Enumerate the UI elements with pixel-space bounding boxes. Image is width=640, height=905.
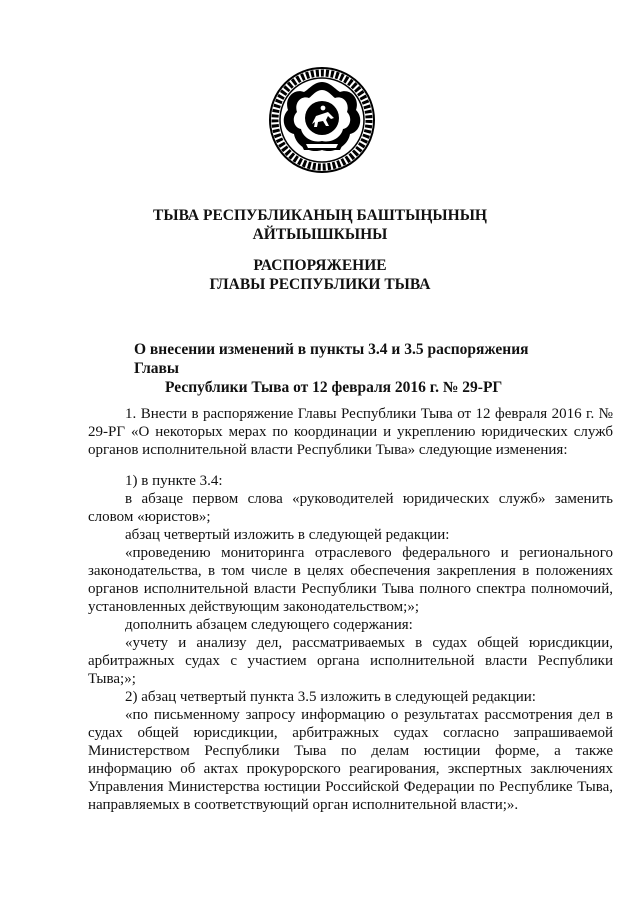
subject-line2: Республики Тыва от 12 февраля 2016 г. № 29-РГ [165, 379, 503, 396]
paragraph-4: абзац четвертый изложить в следующей редакции: [125, 527, 450, 543]
paragraph-6: дополнить абзацем следующего содержания: [125, 617, 413, 633]
paragraph-1: 1. Внести в распоряжение Главы Республики Тыва от 12 февраля 2016 г. № 29-РГ «О некоторых мерах по координации и укреплению юридических служб органов исполнительной власти Республики Тыва» следующие изменения: [88, 406, 613, 458]
document-subject [134, 340, 574, 397]
header-tuvan-line1: ТЫВА РЕСПУБЛИКАНЫҢ БАШТЫҢЫНЫҢ [153, 207, 487, 224]
header-russian [0, 256, 640, 294]
paragraph-5: «проведению мониторинга отраслевого федерального и регионального законодательства, в том числе в целях обеспечения закрепления в положениях органов исполнительной власти Республики Тыва полного спектра полномочий, установленных действующим законодательством;»; [88, 545, 613, 615]
paragraph-9: «по письменному запросу информацию о результатах рассмотрения дел в судах общей юрисдикции, арбитражных судах согласно запрашиваемой Министерством Республики Тыва по делам юстиции форме, а также информацию об актах прокурорского реагирования, экспертных заключениях Управления Министерства юстиции Российской Федерации по Республике Тыва, направляемых в соответствующий орган исполнительной власти;». [88, 707, 613, 813]
paragraph-7: «учету и анализу дел, рассматриваемых в судах общей юрисдикции, арбитражных судах с участием органа исполнительной власти Республики Тыва;»; [88, 635, 613, 687]
paragraph-8: 2) абзац четвертый пункта 3.5 изложить в следующей редакции: [125, 689, 536, 705]
header-tuvan-line2: АЙТЫЫШКЫНЫ [252, 226, 388, 243]
subject-line1: О внесении изменений в пункты 3.4 и 3.5 распоряжения Главы [134, 341, 529, 377]
paragraph-3: в абзаце первом слова «руководителей юридических служб» заменить словом «юристов»; [88, 491, 613, 525]
header-ru-line2: ГЛАВЫ РЕСПУБЛИКИ ТЫВА [209, 276, 431, 293]
header-ru-line1: РАСПОРЯЖЕНИЕ [253, 257, 387, 274]
coat-of-arms-emblem [268, 66, 376, 174]
paragraph-2: 1) в пункте 3.4: [125, 473, 223, 489]
header-tuvan [0, 206, 640, 244]
document-body [88, 405, 613, 814]
